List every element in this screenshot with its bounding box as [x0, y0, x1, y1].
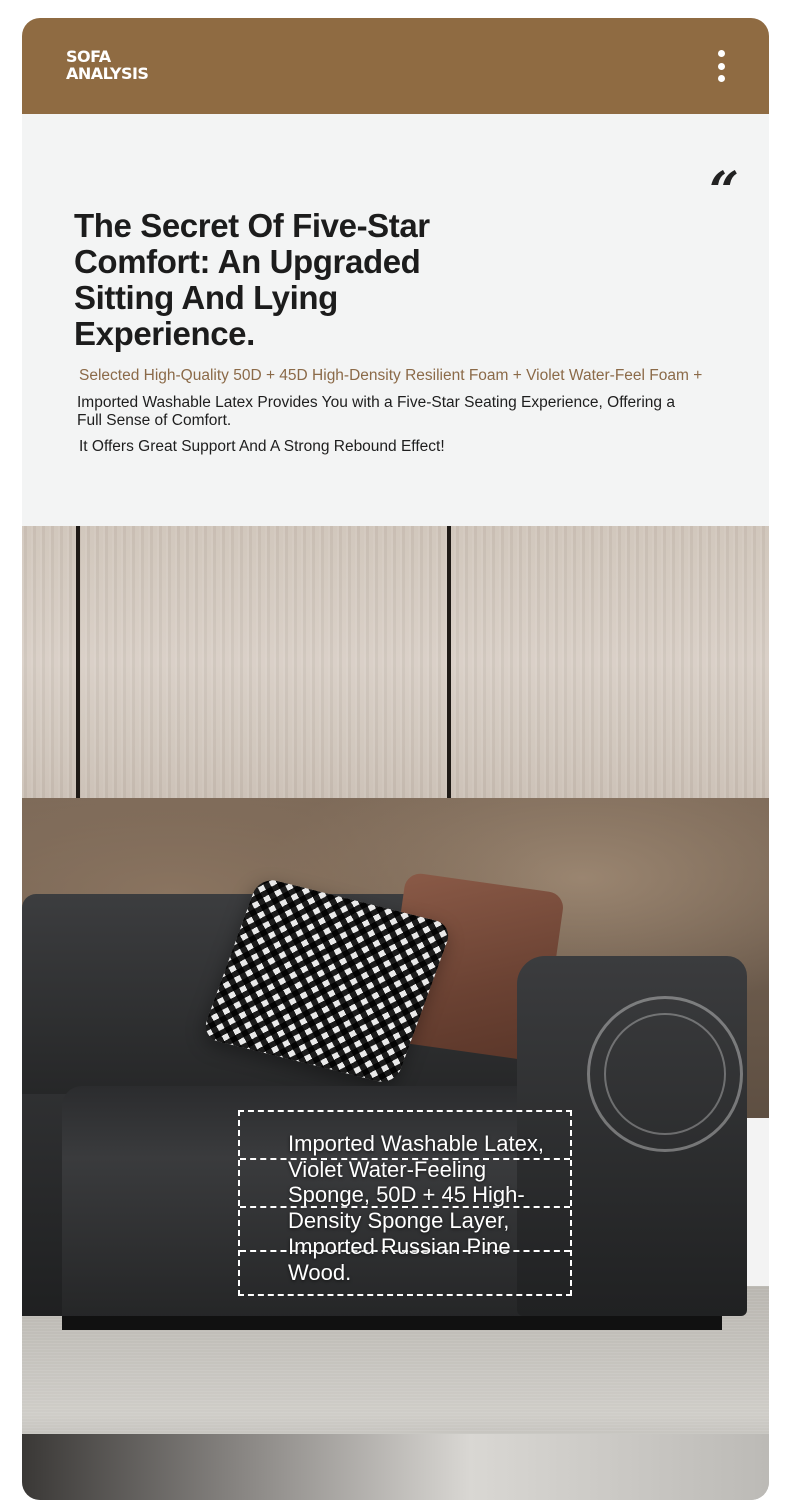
page-title: The Secret Of Five-Star Comfort: An Upgraded Sitting And Lying Experience.: [74, 207, 430, 352]
vertical-dots-icon[interactable]: [709, 48, 733, 84]
materials-highlight: Selected High-Quality 50D + 45D High-Density Resilient Foam + Violet Water-Feel Foam +: [79, 367, 703, 384]
support-description: It Offers Great Support And A Strong Rebound Effect!: [79, 438, 445, 455]
quote-icon: “: [709, 161, 739, 222]
intro-section: [22, 114, 769, 526]
sofa-base: [62, 1316, 722, 1330]
sofa-photo: [22, 526, 769, 1500]
brand-line-1: SOFA: [66, 47, 111, 66]
header-bar: [22, 18, 769, 114]
floor-strip: [22, 1434, 769, 1500]
layer-callout-text: Imported Washable Latex, Violet Water-Feeling Sponge, 50D + 45 High-Density Sponge Layer, Imported Russian Pine Wood.: [288, 1131, 544, 1285]
materials-description: Imported Washable Latex Provides You with a Five-Star Seating Experience, Offering a Full Sense of Comfort.: [77, 394, 675, 429]
brand-line-2: ANALYSIS: [66, 64, 149, 83]
wood-wall-panel: [22, 526, 769, 798]
brand-logo: [66, 48, 148, 82]
watermark-seal: [587, 996, 743, 1152]
